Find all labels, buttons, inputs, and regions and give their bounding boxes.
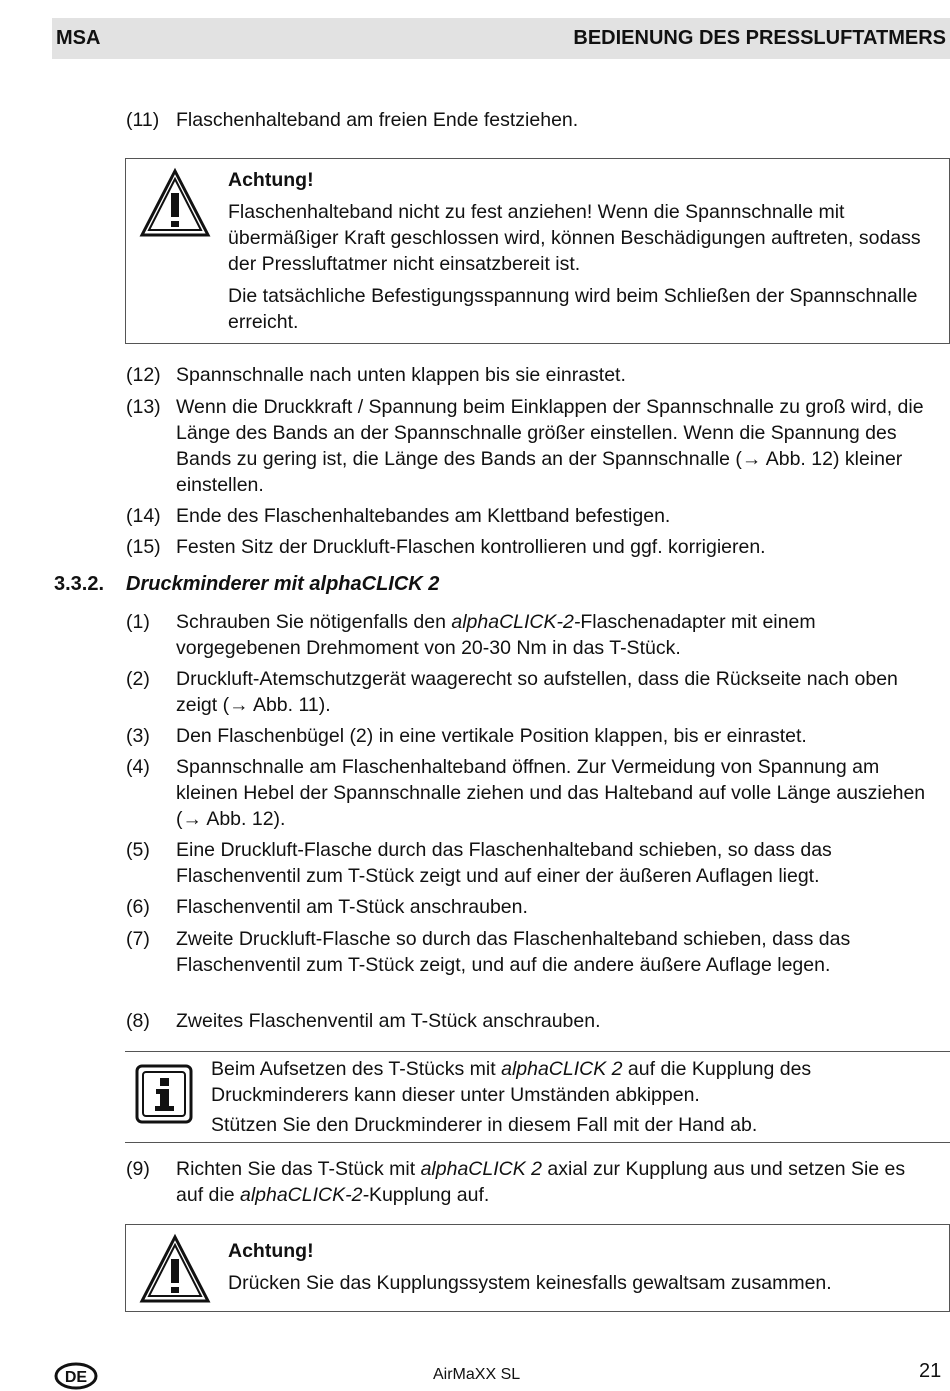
list-item xyxy=(126,362,936,388)
step-text: Eine Druckluft-Flasche durch das Flaschenhalteband schieben, so dass das Flaschenventil zum T-Stück zeigt und auf einer der äußeren Auflagen liegt. xyxy=(176,839,832,887)
list-item xyxy=(126,837,936,889)
step-number: (9) xyxy=(126,1158,150,1180)
list-item xyxy=(126,926,936,978)
step-number: (15) xyxy=(126,536,161,558)
step-number: (14) xyxy=(126,505,161,527)
step-text: Den Flaschenbügel (2) in eine vertikale Position klappen, bis er einrastet. xyxy=(176,725,807,747)
brand-label: MSA xyxy=(56,27,101,49)
step-number: (12) xyxy=(126,364,161,386)
warning-heading: Achtung! xyxy=(228,169,314,191)
warning-box xyxy=(125,158,950,344)
warning-paragraph: Die tatsächliche Befestigungsspannung wird beim Schließen der Spannschnalle erreicht. xyxy=(228,285,918,333)
info-box xyxy=(125,1051,950,1143)
step-text: Wenn die Druckkraft / Spannung beim Einklappen der Spannschnalle zu groß wird, die Länge des Bands an der Spannschnalle größer einstellen. Wenn die Spannung des Bands zu gering ist, die Länge des Bands an der Spannschnalle (→ Abb. 12) kleiner einstellen. xyxy=(176,396,924,496)
list-item xyxy=(126,1008,936,1034)
step-text: Richten Sie das T-Stück mit alphaCLICK 2 axial zur Kupplung aus und setzen Sie es auf die alphaCLICK-2-Kupplung auf. xyxy=(176,1158,906,1206)
page-number: 21 xyxy=(919,1360,942,1382)
step-text: Druckluft-Atemschutzgerät waagerecht so aufstellen, dass die Rückseite nach oben zeigt (→ Abb. 11). xyxy=(176,668,898,716)
step-text: Zweites Flaschenventil am T-Stück anschrauben. xyxy=(176,1010,601,1032)
step-text: Flaschenhalteband am freien Ende festziehen. xyxy=(176,109,579,131)
step-text: Spannschnalle nach unten klappen bis sie einrastet. xyxy=(176,364,626,386)
list-item xyxy=(126,503,936,529)
list-item xyxy=(126,107,936,133)
list-item xyxy=(126,754,936,832)
info-paragraph: Stützen Sie den Druckminderer in diesem Fall mit der Hand ab. xyxy=(211,1114,758,1136)
step-text: Zweite Druckluft-Flasche so durch das Flaschenhalteband schieben, dass das Flaschenventil zum T-Stück zeigt, und auf die andere äußere Auflage legen. xyxy=(176,928,851,976)
list-item xyxy=(126,1156,936,1208)
step-number: (7) xyxy=(126,928,150,950)
info-icon xyxy=(135,1064,193,1124)
step-text: Schrauben Sie nötigenfalls den alphaCLICK-2-Flaschenadapter mit einem vorgegebenen Drehmoment von 20-30 Nm in das T-Stück. xyxy=(176,611,816,659)
page-header xyxy=(52,18,950,59)
warning-heading: Achtung! xyxy=(228,1240,314,1262)
step-number: (6) xyxy=(126,896,150,918)
warning-triangle-icon xyxy=(138,167,212,241)
list-item xyxy=(126,534,936,560)
step-number: (1) xyxy=(126,611,150,633)
section-heading xyxy=(54,573,439,596)
step-number: (2) xyxy=(126,668,150,690)
step-number: (3) xyxy=(126,725,150,747)
warning-triangle-icon xyxy=(138,1233,212,1307)
step-text: Spannschnalle am Flaschenhalteband öffnen. Zur Vermeidung von Spannung am kleinen Hebel der Spannschnalle ziehen und das Halteband auf volle Länge ausziehen (→ Abb. 12). xyxy=(176,756,926,830)
list-item xyxy=(126,894,936,920)
country-code: DE xyxy=(64,1369,88,1386)
warning-paragraph: Flaschenhalteband nicht zu fest anziehen! Wenn die Spannschnalle mit übermäßiger Kraft geschlossen wird, können Beschädigungen auftreten, sodass der Pressluftatmer nicht einsatzbereit ist. xyxy=(228,201,921,275)
step-text: Flaschenventil am T-Stück anschrauben. xyxy=(176,896,528,918)
list-item xyxy=(126,609,936,661)
step-number: (5) xyxy=(126,839,150,861)
step-text: Ende des Flaschenhaltebandes am Klettband befestigen. xyxy=(176,505,671,527)
warning-box xyxy=(125,1224,950,1312)
list-item xyxy=(126,394,936,498)
product-name: AirMaXX SL xyxy=(433,1366,521,1383)
list-item xyxy=(126,723,936,749)
step-number: (11) xyxy=(126,109,160,131)
step-number: (4) xyxy=(126,756,150,778)
section-number: 3.3.2. xyxy=(54,573,105,595)
section-title: Druckminderer mit alphaCLICK 2 xyxy=(126,573,440,595)
warning-paragraph: Drücken Sie das Kupplungssystem keinesfalls gewaltsam zusammen. xyxy=(228,1272,832,1294)
step-text: Festen Sitz der Druckluft-Flaschen kontrollieren und ggf. korrigieren. xyxy=(176,536,766,558)
chapter-title: BEDIENUNG DES PRESSLUFTATMERS xyxy=(573,27,946,49)
list-item xyxy=(126,666,936,718)
step-number: (8) xyxy=(126,1010,150,1032)
info-paragraph: Beim Aufsetzen des T-Stücks mit alphaCLICK 2 auf die Kupplung des Druckminderers kann dieser unter Umständen abkippen. xyxy=(211,1058,812,1106)
step-number: (13) xyxy=(126,396,161,418)
country-badge-icon xyxy=(54,1362,98,1390)
